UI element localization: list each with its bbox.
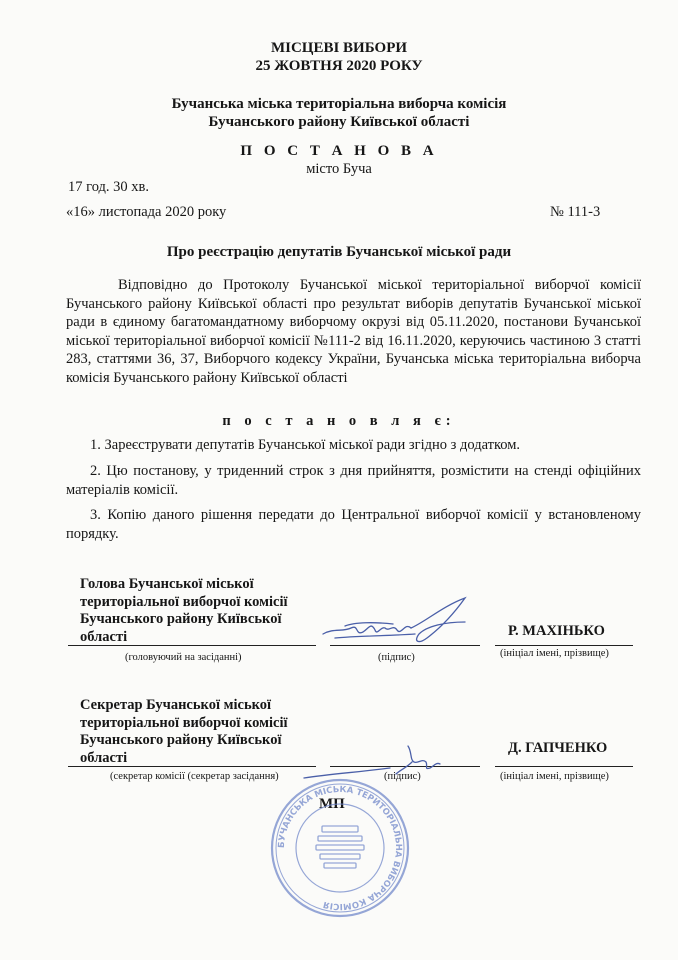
secretary-title: Секретар Бучанської міської територіальної виборчої комісії Бучанського району Київської області — [80, 697, 288, 766]
stamp-label: МП — [319, 796, 345, 812]
document-time: 17 год. 30 хв. — [68, 179, 150, 195]
document-type: П О С Т А Н О В А — [240, 143, 438, 159]
commission-name: Бучанська міська територіальна виборча комісія — [171, 96, 507, 112]
secretary-role-caption: (секретар комісії (секретар засідання) — [110, 771, 279, 782]
chair-name-line — [495, 645, 633, 646]
document-subject: Про реєстрацію депутатів Бучанської міської ради — [166, 244, 512, 260]
resolves-heading: п о с т а н о в л я є: — [222, 413, 456, 429]
chair-title: Голова Бучанської міської територіальної виборчої комісії Бучанського району Київської області — [80, 576, 288, 645]
resolution-item-1: 1. Зареєструвати депутатів Бучанської міської ради згідно з додатком. — [90, 437, 521, 453]
commission-district: Бучанського району Київської області — [208, 114, 470, 130]
chair-name: Р. МАХІНЬКО — [508, 623, 605, 639]
chair-name-caption: (ініціал імені, прізвище) — [500, 648, 609, 659]
secretary-name-caption: (ініціал імені, прізвище) — [500, 771, 609, 782]
resolution-item-2: 2. Цю постанову, у триденний строк з дня прийняття, розмістити на стенді офіційних матеріалів комісії. — [66, 463, 641, 498]
secretary-role-line — [68, 766, 316, 767]
secretary-name-line — [495, 766, 633, 767]
document-date: «16» листопада 2020 року — [66, 204, 227, 220]
secretary-sign-caption: (підпис) — [384, 771, 421, 782]
secretary-name: Д. ГАПЧЕНКО — [508, 740, 608, 756]
chair-role-caption: (головуючий на засіданні) — [125, 652, 242, 663]
official-seal — [268, 776, 412, 920]
chair-role-line — [68, 645, 316, 646]
seal-text: БУЧАНСЬКА МІСЬКА ТЕРИТОРІАЛЬНА ВИБОРЧА КОМІСІЯ — [276, 784, 404, 912]
resolution-item-3: 3. Копію даного рішення передати до Центральної виборчої комісії у встановленому порядку. — [66, 507, 641, 542]
chair-sign-caption: (підпис) — [378, 652, 415, 663]
election-title: МІСЦЕВІ ВИБОРИ — [270, 40, 408, 56]
document-number: № 111-3 — [550, 204, 601, 220]
preamble-paragraph: Відповідно до Протоколу Бучанської міської територіальної виборчої комісії Бучанського району Київської області про результат виборів депутатів Бучанської міської ради в єдиному багатомандатному виборчому окрузі від 05.11.2020, постанови Бучанської міської територіальної виборчої комісії №111-2 від 16.11.2020, керуючись частиною 3 статті 283, статтями 36, 37, Виборчого кодексу України, Бучанська міська територіальна виборча комісія Бучанського району Київської області — [66, 277, 641, 386]
election-date: 25 ЖОВТНЯ 2020 РОКУ — [255, 58, 423, 74]
chair-signature-image — [315, 592, 475, 662]
document-city: місто Буча — [306, 161, 372, 177]
